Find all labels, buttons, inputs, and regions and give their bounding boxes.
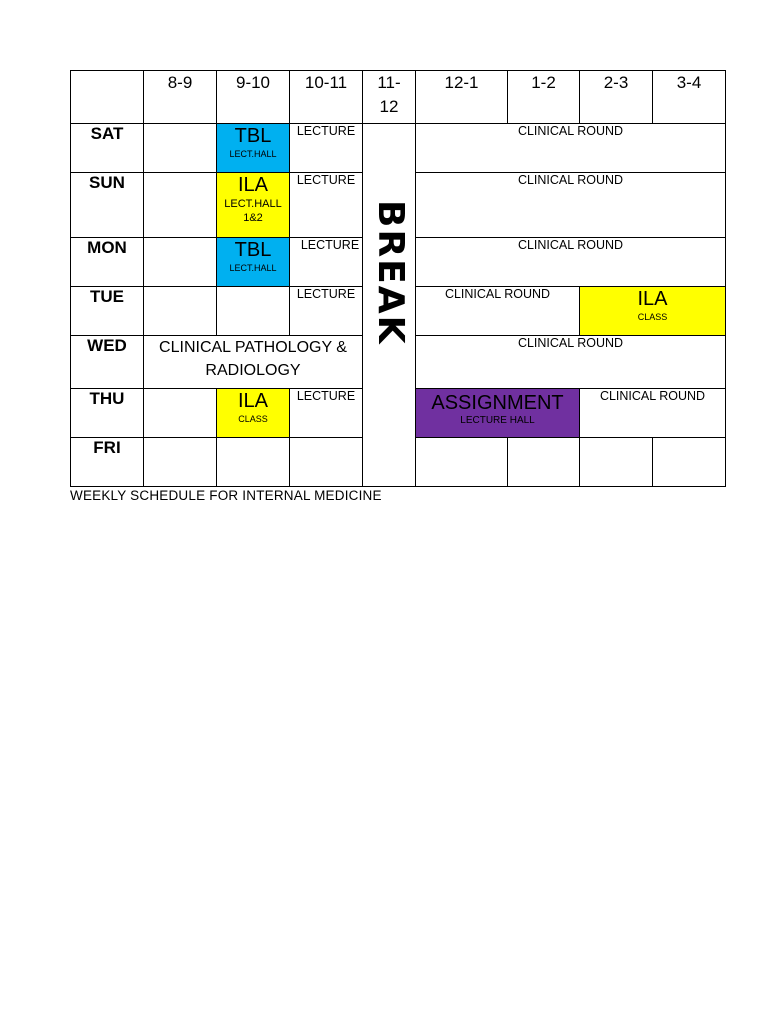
ila-session <box>217 173 290 238</box>
column-header: 8-9 <box>144 71 217 124</box>
lecture-cell: LECTURE <box>290 124 363 173</box>
clinical-pathology-cell: CLINICAL PATHOLOGY & RADIOLOGY <box>144 336 363 389</box>
session-location: LECTURE HALL <box>460 415 535 426</box>
tbl-session <box>217 124 290 173</box>
empty-cell <box>508 438 580 487</box>
lecture-cell: LECTURE <box>290 238 363 287</box>
tbl-session <box>217 238 290 287</box>
clinical-round-cell: CLINICAL ROUND <box>416 238 726 287</box>
column-header: 10-11 <box>290 71 363 124</box>
clinical-round-cell: CLINICAL ROUND <box>416 173 726 238</box>
day-label: SAT <box>71 124 144 173</box>
day-label: TUE <box>71 287 144 336</box>
column-header: 9-10 <box>217 71 290 124</box>
clinical-round-cell: CLINICAL ROUND <box>580 389 726 438</box>
session-title: ILA <box>237 390 269 412</box>
break-column <box>363 124 416 487</box>
day-label: MON <box>71 238 144 287</box>
row-sat <box>71 124 726 173</box>
session-title: TBL <box>234 239 272 261</box>
weekly-schedule-table <box>70 70 726 487</box>
ila-session <box>217 389 290 438</box>
column-header: 2-3 <box>580 71 653 124</box>
empty-cell <box>144 438 217 487</box>
session-title: ASSIGNMENT <box>431 392 564 414</box>
empty-cell <box>144 287 217 336</box>
column-header: 1-2 <box>508 71 580 124</box>
lecture-cell: LECTURE <box>290 173 363 238</box>
empty-cell <box>416 438 508 487</box>
session-location: LECT.HALL 1&2 <box>224 198 282 224</box>
empty-cell <box>217 287 290 336</box>
break-label: BREAK <box>370 200 411 346</box>
column-header: 3-4 <box>653 71 726 124</box>
session-location: LECT.HALL <box>229 263 277 273</box>
empty-cell <box>144 238 217 287</box>
session-location: CLASS <box>637 312 668 322</box>
day-label: FRI <box>71 438 144 487</box>
empty-cell <box>144 124 217 173</box>
session-title: ILA <box>637 288 668 310</box>
day-label: SUN <box>71 173 144 238</box>
column-header: 12-1 <box>416 71 508 124</box>
session-title: ILA <box>237 174 269 196</box>
assignment-session <box>416 389 580 438</box>
empty-cell <box>144 389 217 438</box>
session-location: CLASS <box>238 414 268 424</box>
day-label: THU <box>71 389 144 438</box>
clinical-round-cell: CLINICAL ROUND <box>416 124 726 173</box>
schedule-caption: WEEKLY SCHEDULE FOR INTERNAL MEDICINE <box>70 488 382 503</box>
header-row <box>71 71 726 124</box>
ila-session <box>580 287 726 336</box>
empty-cell <box>290 438 363 487</box>
session-title: TBL <box>234 125 272 147</box>
empty-cell <box>580 438 653 487</box>
day-label: WED <box>71 336 144 389</box>
column-header: 11- 12 <box>363 71 416 124</box>
corner-cell <box>71 71 144 124</box>
clinical-round-cell: CLINICAL ROUND <box>416 336 726 389</box>
lecture-cell: LECTURE <box>290 389 363 438</box>
lecture-cell: LECTURE <box>290 287 363 336</box>
empty-cell <box>653 438 726 487</box>
empty-cell <box>217 438 290 487</box>
session-location: LECT.HALL <box>229 149 277 159</box>
empty-cell <box>144 173 217 238</box>
clinical-round-cell: CLINICAL ROUND <box>416 287 580 336</box>
